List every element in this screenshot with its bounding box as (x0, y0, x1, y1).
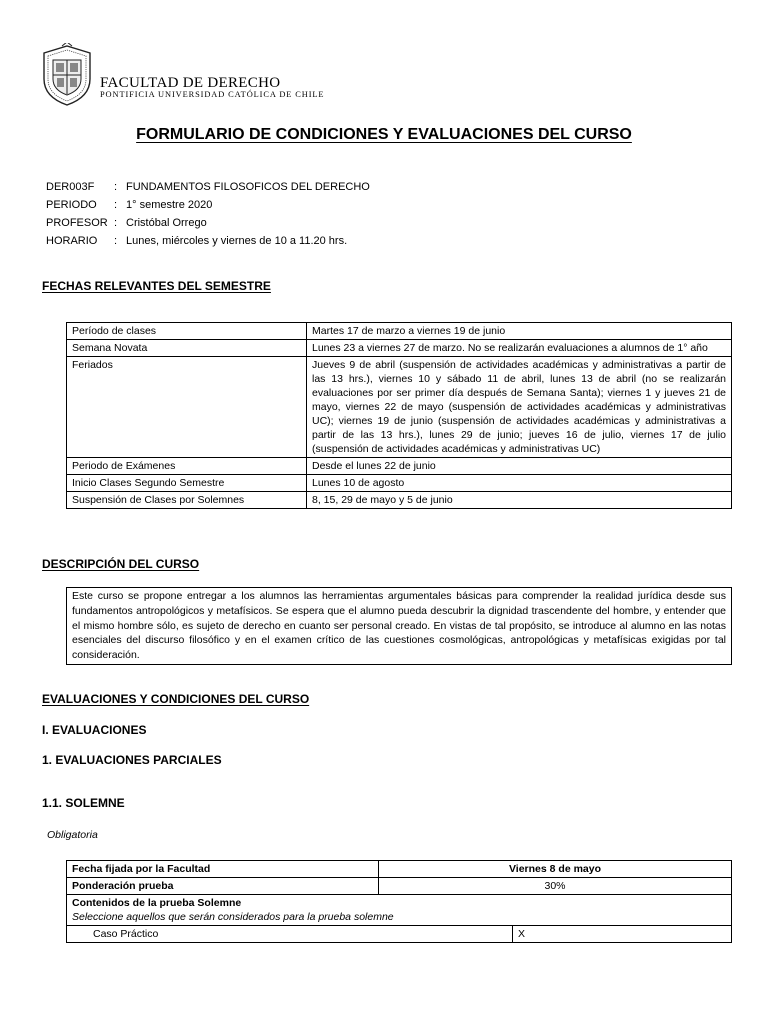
table-cell-value: Lunes 23 a viernes 27 de marzo. No se realizarán evaluaciones a alumnos de 1° año (307, 340, 732, 357)
info-value: FUNDAMENTOS FILOSOFICOS DEL DERECHO (126, 181, 370, 193)
section-solemne: 1.1. SOLEMNE (42, 796, 125, 810)
fecha-label: Fecha fijada por la Facultad (67, 861, 379, 878)
course-info (46, 178, 370, 250)
info-colon: : (114, 235, 118, 247)
university-name: PONTIFICIA UNIVERSIDAD CATÓLICA DE CHILE (100, 90, 325, 99)
table-row (67, 357, 732, 458)
table-row (67, 895, 732, 943)
table-cell-label: Feriados (67, 357, 307, 458)
table-row (67, 861, 732, 878)
contenidos-cell (67, 895, 732, 943)
info-colon: : (114, 199, 118, 211)
info-key: DER003F (46, 181, 95, 193)
contenidos-label: Contenidos de la prueba Solemne (72, 897, 242, 909)
caso-value: X (518, 928, 526, 940)
table-row (67, 475, 732, 492)
info-row-horario (46, 232, 370, 250)
table-cell-value: Lunes 10 de agosto (307, 475, 732, 492)
table-cell-label: Semana Novata (67, 340, 307, 357)
solemne-table (66, 860, 732, 943)
table-cell-label: Suspensión de Clases por Solemnes (67, 492, 307, 509)
table-row (67, 492, 732, 509)
table-cell-label: Inicio Clases Segundo Semestre (67, 475, 307, 492)
contenidos-hint: Seleccione aquellos que serán considerados para la prueba solemne (72, 911, 394, 923)
ponderacion-value: 30% (379, 878, 732, 895)
table-cell-label: Período de clases (67, 323, 307, 340)
faculty-name: FACULTAD DE DERECHO (100, 75, 281, 91)
info-value: 1° semestre 2020 (126, 199, 213, 211)
info-row-profesor (46, 214, 370, 232)
evaluaciones-heading: EVALUACIONES Y CONDICIONES DEL CURSO (42, 692, 310, 706)
fechas-table (66, 322, 732, 509)
info-colon: : (114, 181, 118, 193)
table-cell-value: 8, 15, 29 de mayo y 5 de junio (307, 492, 732, 509)
table-row (67, 878, 732, 895)
obligatoria-note: Obligatoria (47, 829, 98, 841)
table-row (67, 458, 732, 475)
university-seal-logo (40, 43, 94, 107)
info-colon: : (114, 217, 118, 229)
info-value: Cristóbal Orrego (126, 217, 207, 229)
info-row-course (46, 178, 370, 196)
table-row (67, 340, 732, 357)
fechas-heading: FECHAS RELEVANTES DEL SEMESTRE (42, 279, 271, 293)
caso-label: Caso Práctico (67, 926, 513, 942)
info-key: HORARIO (46, 235, 98, 247)
info-row-periodo (46, 196, 370, 214)
table-row (67, 323, 732, 340)
table-cell-label: Periodo de Exámenes (67, 458, 307, 475)
info-key: PERIODO (46, 199, 97, 211)
fecha-value: Viernes 8 de mayo (379, 861, 732, 878)
info-value: Lunes, miércoles y viernes de 10 a 11.20 hrs. (126, 235, 348, 247)
table-cell-value: Jueves 9 de abril (suspensión de actividades académicas y administrativas a partir de las 13 hrs.), viernes 10 y sábado 11 de abril, lunes 13 de abril (no se realizarán evaluaciones por ser primer día después de Semana Santa); viernes 1 y jueves 21 de mayo, viernes 22 de mayo (suspensión de actividades académicas y administrativas UC); viernes 19 de junio (suspensión de actividades académicas y administrativas a partir de las 13 hrs.), lunes 29 de junio; jueves 16 de julio, viernes 17 de julio (suspensión de actividades académicas y administrativas UC) (307, 357, 732, 458)
ponderacion-label: Ponderación prueba (67, 878, 379, 895)
page-title: FORMULARIO DE CONDICIONES Y EVALUACIONES DEL CURSO (136, 126, 632, 143)
table-cell-value: Martes 17 de marzo a viernes 19 de junio (307, 323, 732, 340)
descripcion-heading: DESCRIPCIÓN DEL CURSO (42, 557, 200, 571)
info-key: PROFESOR (46, 217, 108, 229)
table-cell-value: Desde el lunes 22 de junio (307, 458, 732, 475)
section-evaluaciones: I. EVALUACIONES (42, 723, 147, 737)
caso-row (67, 925, 731, 942)
section-evaluaciones-parciales: 1. EVALUACIONES PARCIALES (42, 753, 222, 767)
descripcion-text: Este curso se propone entregar a los alumnos las herramientas argumentales básicas para comprender la realidad jurídica desde sus fundamentos antropológicos y metafísicos. Se espera que el alumno pueda descubrir la dignidad trascendente del hombre, y entender que el mismo hombre sólo, es sujeto de derecho en cuanto ser personal creado. En vistas de tal propósito, se introduce al alumno en las notas esenciales del discurso filosófico y en el examen crítico de las cuestiones cosmológicas, antropológicas y metafísicas exigidas por tal consideración. (66, 587, 732, 665)
